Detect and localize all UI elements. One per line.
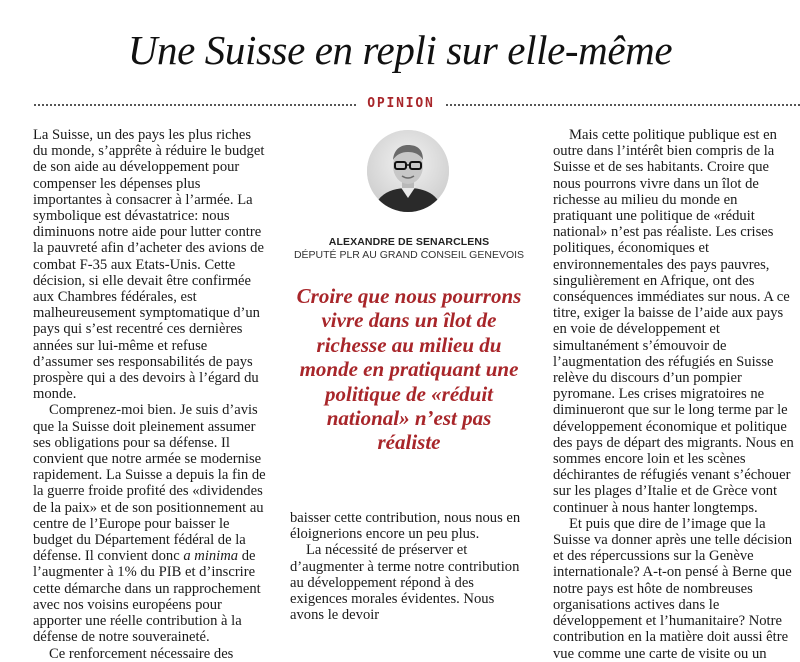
paragraph: Mais cette politique publique est en outre dans l’intérêt bien compris de la Suisse et de ses habitants. Croire que nous pourrons vivre dans un îlot de richesse au milieu du monde en pratiquant une politique de «réduit national» n’est pas réaliste. Les crises politiques, économiques et environnementales des pays pauvres, singulièrement en Afrique, ont des conséquences immédiates sur nous. A ce titre, exiger la baisse de l’aide aux pays en voie de développement et simultanément s’émouvoir de l’augmentation des réfugiés en Suisse relève du discours d’un pompier pyromane. Les crises migratoires ne diminueront que sur le long terme par le développement économique et politique des pays de départ des migrants. Nous en sommes encore loin et les scènes déchirantes de réfugiés venant s’échouer sur les plages d’Italie et de Grèce vont continuer à nous hanter longtemps. — [553, 127, 794, 516]
paragraph: Ce renforcement nécessaire des — [49, 645, 234, 662]
section-label: OPINION — [367, 96, 435, 111]
author-photo-icon — [367, 130, 449, 212]
paragraph: Et puis que dire de l’image que la Suisse va donner après une telle décision et des répercussions sur la Genève internationale? A-t-on pensé à Berne que notre pays est hôte de nombreuses organisations actives dans le développement et l’humanitaire? Notre contribution en la matière doit aussi être vue comme une carte de visite ou un — [553, 515, 793, 662]
article-column-1 — [33, 127, 269, 662]
paragraph: La nécessité de préserver et d’augmenter à terme notre contribution au développement répond à des exigences morales évidentes. Nous avons le devoir — [290, 542, 520, 624]
paragraph: La Suisse, un des pays les plus riches du monde, s’apprête à réduire le budget de son aide au développement pour compenser les dépenses plus importantes à consacrer à l’armée. La symbolique est dévastatrice: nous diminuons notre aide pour lutter contre la pauvreté afin d’acheter des avions de combat F-35 aux Etats-Unis. Cette décision, si elle devait être confirmée aux Chambres fédérales, est malheureusement symptomatique d’un pays qui s’est recentré ces dernières années sur lui-même et refuse d’assumer ses responsabilités de pays prospère qui a des devoirs à l’égard du monde. — [33, 127, 265, 403]
divider-left — [34, 104, 356, 106]
author-name: ALEXANDRE DE SENARCLENS — [328, 236, 490, 248]
author-portrait — [367, 130, 449, 212]
pull-quote: Croire que nous pourrons vivre dans un îlot de richesse au milieu du monde en pratiquant une politique de «réduit national» n’est pas réaliste — [296, 284, 522, 455]
paragraph — [33, 402, 269, 645]
article-title: Une Suisse en repli sur elle-même — [127, 27, 673, 73]
paragraph: baisser cette contribution, nous nous en éloignerions encore un peu plus. — [290, 510, 521, 543]
emphasis-text: a minima — [183, 548, 239, 565]
divider-right — [446, 104, 800, 106]
article-column-2 — [290, 510, 528, 623]
paragraph-text: de l’augmenter à 1% du PIB et d’inscrire cette démarche dans un rapprochement avec nos voisins européens pour apporter une réelle contribution à la défense de notre souveraineté. — [33, 548, 261, 646]
paragraph-text: Comprenez-moi bien. Je suis d’avis que la Suisse doit pleinement assumer ses obligations pour sa défense. Il convient que notre armée se modernise rapidement. La Suisse a depuis la fin de la guerre froide profité des «dividendes de la paix» et de son positionnement au centre de l’Europe pour baisser le budget du Département fédéral de la défense. Il convient donc — [33, 402, 266, 565]
author-role: DÉPUTÉ PLR AU GRAND CONSEIL GENEVOIS — [293, 249, 525, 261]
article-column-3 — [553, 127, 800, 662]
